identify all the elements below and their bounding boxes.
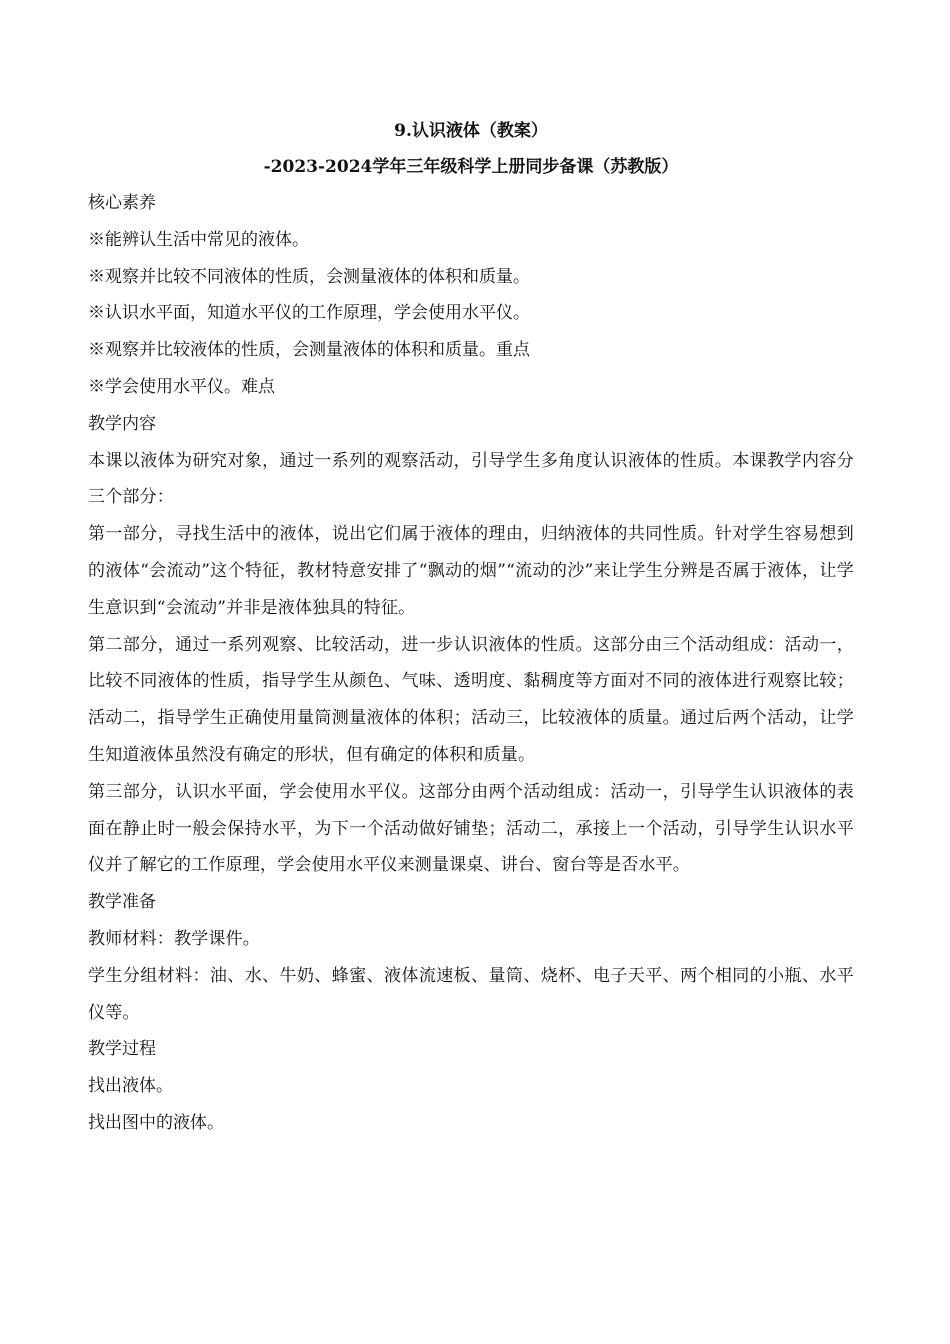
prep-item: 学生分组材料：油、水、牛奶、蜂蜜、液体流速板、量筒、烧杯、电子天平、两个相同的小瓶、水平仪等。 bbox=[88, 965, 854, 1023]
core-item: ※学会使用水平仪。难点 bbox=[88, 376, 275, 397]
document-subtitle: -2023-2024学年三年级科学上册同步备课（苏教版） bbox=[263, 157, 679, 177]
core-item: ※能辨认生活中常见的液体。 bbox=[88, 229, 309, 250]
core-item: ※观察并比较液体的性质，会测量液体的体积和质量。重点 bbox=[88, 340, 530, 361]
content-paragraph: 第三部分，认识水平面，学会使用水平仪。这部分由两个活动组成：活动一，引导学生认识液体的表面在静止时一般会保持水平，为下一个活动做好铺垫；活动二，承接上一个活动，引导学生认识水平仪并了解它的工作原理，学会使用水平仪来测量课桌、讲台、窗台等是否水平。 bbox=[88, 781, 854, 876]
content-paragraph: 第一部分，寻找生活中的液体，说出它们属于液体的理由，归纳液体的共同性质。针对学生容易想到的液体“会流动”这个特征，教材特意安排了“飘动的烟”“流动的沙”来让学生分辨是否属于液体，让学生意识到“会流动”并非是液体独具的特征。 bbox=[88, 524, 854, 618]
content-paragraph: 本课以液体为研究对象，通过一系列的观察活动，引导学生多角度认识液体的性质。本课教学内容分三个部分： bbox=[88, 450, 854, 508]
core-item: ※认识水平面，知道水平仪的工作原理，学会使用水平仪。 bbox=[88, 303, 530, 324]
prep-item: 教师材料：教学课件。 bbox=[88, 928, 260, 949]
core-item: ※观察并比较不同液体的性质，会测量液体的体积和质量。 bbox=[88, 266, 530, 287]
section-heading-prep: 教学准备 bbox=[88, 892, 156, 913]
process-item: 找出图中的液体。 bbox=[88, 1112, 224, 1133]
process-item: 找出液体。 bbox=[88, 1076, 173, 1097]
document-page bbox=[88, 113, 854, 1142]
section-heading-process: 教学过程 bbox=[88, 1039, 156, 1060]
section-heading-content: 教学内容 bbox=[88, 413, 156, 434]
content-paragraph: 第二部分，通过一系列观察、比较活动，进一步认识液体的性质。这部分由三个活动组成：活动一，比较不同液体的性质，指导学生从颜色、气味、透明度、黏稠度等方面对不同的液体进行观察比较；活动二，指导学生正确使用量筒测量液体的体积；活动三，比较液体的质量。通过后两个活动，让学生知道液体虽然没有确定的形状，但有确定的体积和质量。 bbox=[88, 634, 854, 765]
document-title: 9.认识液体（教案） bbox=[394, 121, 548, 141]
section-heading-core: 核心素养 bbox=[88, 193, 156, 213]
